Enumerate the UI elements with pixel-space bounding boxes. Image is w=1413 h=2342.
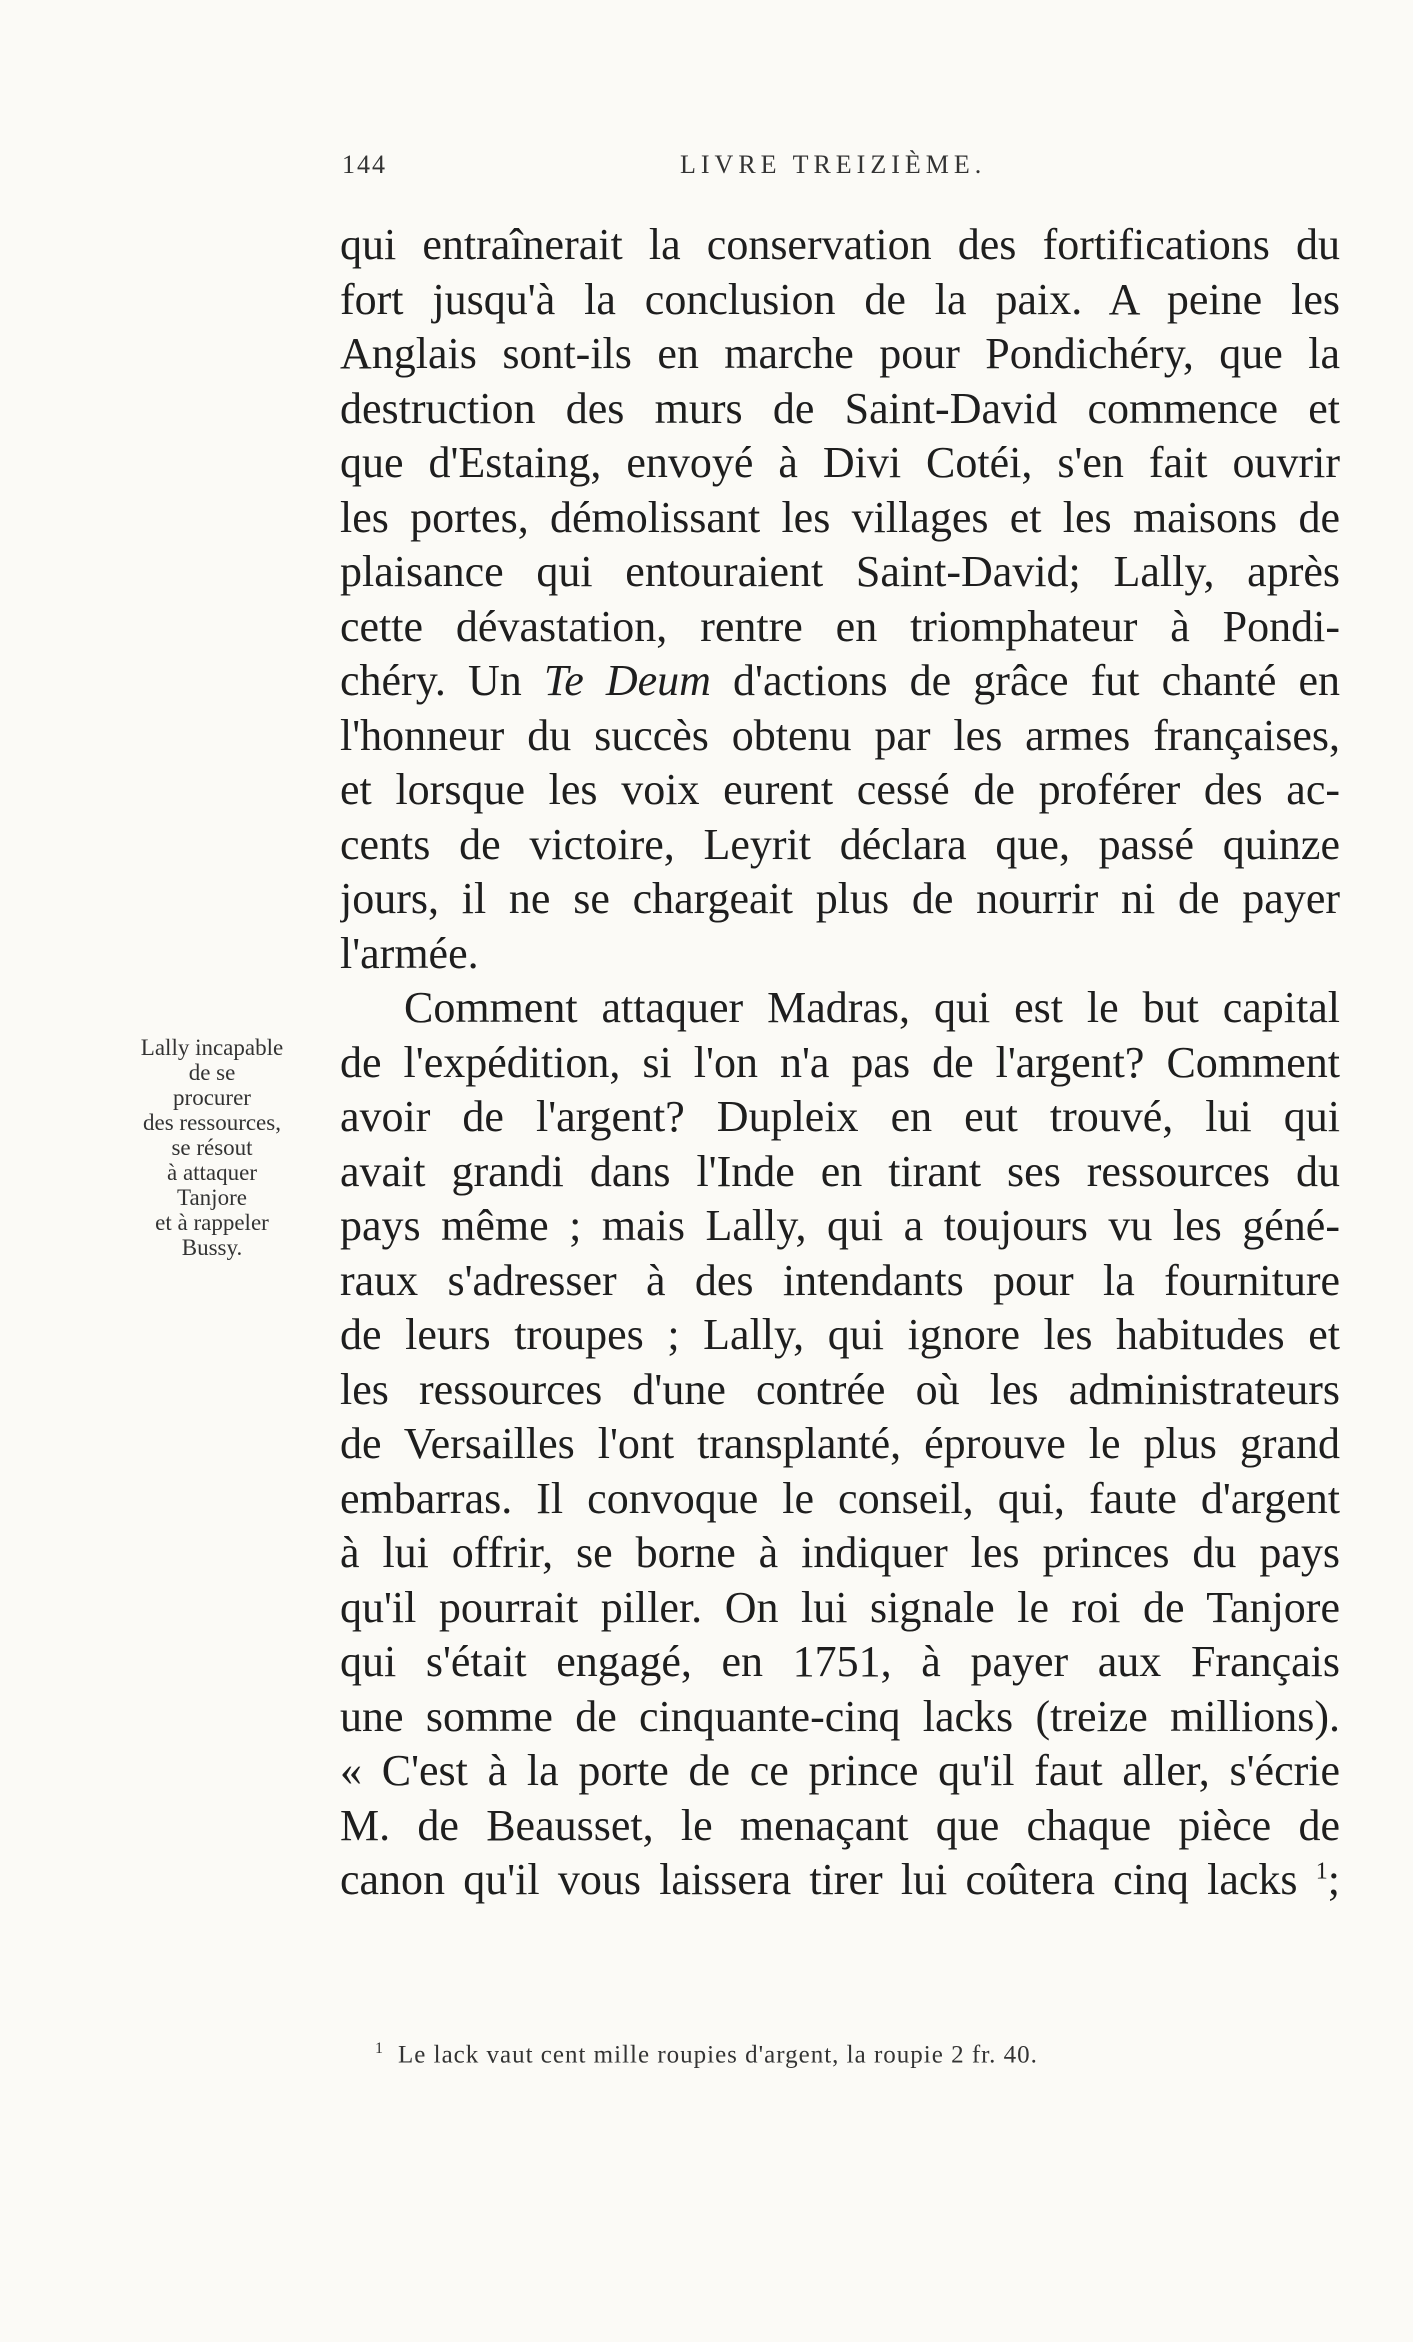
text-line: de leurs troupes ; Lally, qui ignore les habitudes et xyxy=(340,1310,1340,1359)
text-line: avait grandi dans l'Inde en tirant ses ressources du xyxy=(340,1146,1340,1196)
margin-note-line: se résout xyxy=(171,1135,253,1160)
text-line xyxy=(340,654,1340,709)
text-line: « C'est à la porte de ce prince qu'il faut aller, s'écrie xyxy=(340,1746,1340,1795)
text-line: destruction des murs de Saint-David commence et xyxy=(340,383,1340,433)
text-line-part: chéry. Un xyxy=(340,656,544,705)
text-line: de l'expédition, si l'on n'a pas de l'argent? Comment xyxy=(340,1037,1340,1087)
text-line: pays même ; mais Lally, qui a toujours vu les géné- xyxy=(340,1201,1340,1250)
text-line: Comment attaquer Madras, qui est le but capital xyxy=(404,983,1340,1032)
italic-phrase: Te Deum xyxy=(543,656,711,705)
footnote-reference[interactable]: 1 xyxy=(1315,1858,1328,1885)
text-line: M. de Beausset, le menaçant que chaque pièce de xyxy=(340,1800,1340,1850)
text-line: une somme de cinquante-cinq lacks (treize millions). xyxy=(340,1691,1340,1741)
footnote-text: Le lack vaut cent mille roupies d'argent, la roupie 2 fr. 40. xyxy=(398,2041,1038,2069)
text-line-part: canon qu'il vous laissera tirer lui coûtera cinq lacks xyxy=(340,1855,1316,1904)
text-line: avoir de l'argent? Dupleix en eut trouvé, lui qui xyxy=(340,1092,1340,1141)
text-line: qui entraînerait la conservation des fortifications du xyxy=(340,220,1340,269)
footnote xyxy=(375,2040,1275,2069)
margin-note-line: Bussy. xyxy=(181,1235,243,1260)
margin-note-line: procurer xyxy=(173,1085,251,1110)
page-number: 144 xyxy=(342,150,387,179)
footnote-marker: 1 xyxy=(375,2040,384,2057)
text-line: embarras. Il convoque le conseil, qui, faute d'argent xyxy=(340,1473,1340,1523)
text-line: plaisance qui entouraient Saint-David; Lally, après xyxy=(340,547,1340,596)
margin-note-line: à attaquer xyxy=(166,1160,258,1185)
marginal-note xyxy=(112,1035,312,1260)
text-line-part: ; xyxy=(1327,1855,1340,1904)
text-line: qu'il pourrait piller. On lui signale le roi de Tanjore xyxy=(340,1582,1340,1632)
text-line-part: d'actions de grâce fut chanté en xyxy=(710,656,1340,705)
text-line: Anglais sont-ils en marche pour Pondichéry, que la xyxy=(340,329,1340,378)
text-line: cents de victoire, Leyrit déclara que, passé quinze xyxy=(340,819,1340,869)
text-line xyxy=(340,1853,1340,1908)
margin-note-line: de se xyxy=(188,1060,236,1085)
text-line: les ressources d'une contrée où les administrateurs xyxy=(340,1364,1340,1414)
margin-note-line: et à rappeler xyxy=(155,1210,269,1235)
text-line: qui s'était engagé, en 1751, à payer aux Français xyxy=(340,1637,1340,1686)
text-line: les portes, démolissant les villages et les maisons de xyxy=(340,492,1340,542)
main-text xyxy=(340,218,1340,1908)
text-line: de Versailles l'ont transplanté, éprouve le plus grand xyxy=(340,1419,1340,1468)
running-header xyxy=(340,150,1340,190)
text-line: jours, il ne se chargeait plus de nourrir ni de payer xyxy=(340,874,1340,923)
text-line: fort jusqu'à la conclusion de la paix. A peine les xyxy=(340,274,1340,324)
text-line: l'honneur du succès obtenu par les armes françaises, xyxy=(340,710,1340,760)
margin-note-line: des ressources, xyxy=(143,1110,281,1135)
text-line: à lui offrir, se borne à indiquer les princes du pays xyxy=(340,1528,1340,1577)
margin-note-line: Lally incapable xyxy=(140,1035,284,1060)
text-line: l'armée. xyxy=(340,928,479,978)
text-line: que d'Estaing, envoyé à Divi Cotéi, s'en fait ouvrir xyxy=(340,438,1340,487)
running-title: LIVRE TREIZIÈME. xyxy=(680,150,987,179)
text-line: raux s'adresser à des intendants pour la fourniture xyxy=(340,1255,1340,1305)
text-line: cette dévastation, rentre en triomphateur à Pondi- xyxy=(340,601,1340,651)
text-line: et lorsque les voix eurent cessé de proférer des ac- xyxy=(340,765,1340,814)
margin-note-line: Tanjore xyxy=(177,1185,247,1210)
